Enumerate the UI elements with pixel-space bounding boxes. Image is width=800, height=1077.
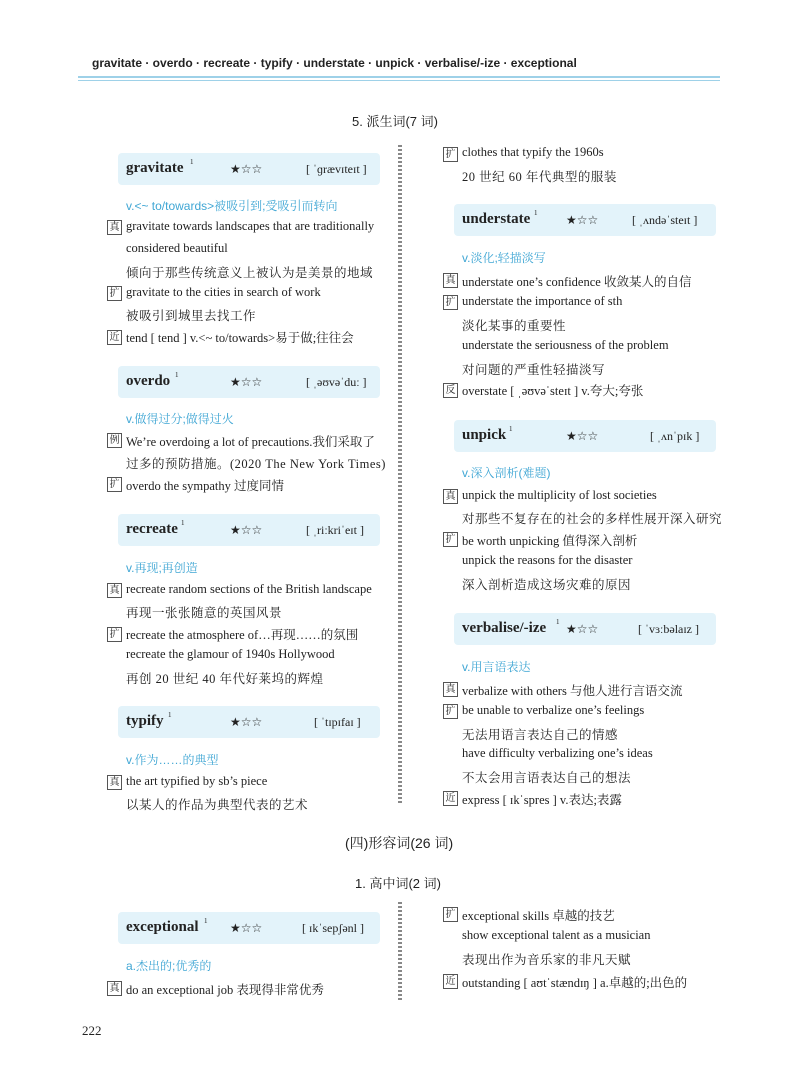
mark-zhen: 真: [107, 220, 122, 235]
mark-kuo: 扩: [443, 907, 458, 922]
definition: v.再现;再创造: [126, 561, 198, 575]
section-title-derived: 5. 派生词(7 词): [352, 114, 438, 129]
definition: v.用言语表达: [462, 660, 531, 674]
definition: v.深入剖析(难题): [462, 466, 551, 480]
entry-unpick: unpick 1 ★☆☆ [ ˌʌnˈpɪk ]: [454, 420, 716, 452]
phonetic: [ ˌʌndəˈsteɪt ]: [632, 213, 698, 227]
example: show exceptional talent as a musician: [462, 928, 651, 942]
synonym: tend [ tend ] v.<~ to/towards>易于做;往往会: [126, 331, 354, 345]
entry-exceptional: exceptional 1 ★☆☆ [ ɪkˈsepʃənl ]: [118, 912, 380, 944]
translation: 过多的预防措施。(2020 The New York Times): [126, 457, 386, 471]
mark-zhen: 真: [443, 273, 458, 288]
mark-jin: 近: [107, 330, 122, 345]
rating-stars: ★☆☆: [566, 622, 599, 636]
translation: 20 世纪 60 年代典型的服装: [462, 170, 617, 184]
entry-gravitate: gravitate 1 ★☆☆ [ ˈɡrævɪteɪt ]: [118, 153, 380, 185]
example: gravitate to the cities in search of work: [126, 285, 321, 299]
entry-verbalise: verbalise/-ize 1 ★☆☆ [ ˈvɜːbəlaɪz ]: [454, 613, 716, 645]
translation: 对问题的严重性轻描淡写: [462, 363, 606, 377]
example: recreate random sections of the British landscape: [126, 582, 372, 596]
example: unpick the reasons for the disaster: [462, 553, 633, 567]
mark-li: 例: [107, 433, 122, 448]
headword: recreate: [126, 521, 178, 537]
headword: understate: [462, 211, 531, 227]
mark-zhen: 真: [107, 981, 122, 996]
headword: typify: [126, 713, 164, 729]
mark-zhen: 真: [107, 775, 122, 790]
translation: 不太会用言语表达自己的想法: [462, 771, 632, 785]
example: do an exceptional job 表现得非常优秀: [126, 983, 324, 997]
example: be worth unpicking 值得深入剖析: [462, 534, 638, 548]
translation: 淡化某事的重要性: [462, 319, 567, 333]
mark-kuo: 扩: [443, 532, 458, 547]
example: recreate the glamour of 1940s Hollywood: [126, 647, 335, 661]
mark-kuo: 扩: [107, 477, 122, 492]
mark-kuo: 扩: [443, 147, 458, 162]
phonetic: [ ɪkˈsepʃənl ]: [302, 921, 364, 935]
header-rule: [78, 76, 720, 78]
rating-stars: ★☆☆: [230, 715, 263, 729]
translation: 再创 20 世纪 40 年代好莱坞的辉煌: [126, 672, 324, 686]
translation: 以某人的作品为典型代表的艺术: [126, 798, 309, 812]
example: the art typified by sb’s piece: [126, 774, 268, 788]
mark-zhen: 真: [443, 682, 458, 697]
translation: 表现出作为音乐家的非凡天赋: [462, 953, 632, 967]
section-title-highschool: 1. 高中词(2 词): [355, 876, 441, 891]
mark-kuo: 扩: [107, 286, 122, 301]
headword: exceptional: [126, 919, 199, 935]
headword: overdo: [126, 373, 171, 389]
mark-jin: 近: [443, 791, 458, 806]
example: understate the seriousness of the problem: [462, 338, 669, 352]
rating-stars: ★☆☆: [230, 921, 263, 935]
antonym: overstate [ ˌəʊvəˈsteɪt ] v.夸大;夸张: [462, 384, 644, 398]
phonetic: [ ˈtɪpɪfaɪ ]: [314, 715, 361, 729]
header-rule-thin: [78, 80, 720, 81]
rating-stars: ★☆☆: [230, 162, 263, 176]
example: overdo the sympathy 过度同情: [126, 479, 284, 493]
mark-kuo: 扩: [443, 295, 458, 310]
example: We’re overdoing a lot of precautions.我们采取了: [126, 435, 375, 449]
rating-stars: ★☆☆: [566, 213, 599, 227]
section-title-adjectives: (四)形容词(26 词): [345, 835, 454, 851]
page-number: 222: [82, 1023, 102, 1038]
translation: 深入剖析造成这场灾难的原因: [462, 578, 632, 592]
headword: verbalise/-ize: [462, 620, 547, 636]
example: considered beautiful: [126, 241, 228, 255]
entry-typify: typify 1 ★☆☆ [ ˈtɪpɪfaɪ ]: [118, 706, 380, 738]
headword: unpick: [462, 427, 507, 443]
mark-kuo: 扩: [443, 704, 458, 719]
translation: 倾向于那些传统意义上被认为是美景的地域: [126, 266, 374, 280]
phonetic: [ ˌəʊvəˈduː ]: [306, 375, 367, 389]
example: clothes that typify the 1960s: [462, 145, 604, 159]
definition: v.做得过分;做得过火: [126, 412, 234, 426]
example: verbalize with others 与他人进行言语交流: [462, 684, 683, 698]
example: exceptional skills 卓越的技艺: [462, 909, 615, 923]
mark-zhen: 真: [443, 489, 458, 504]
column-divider-2: [398, 902, 402, 1002]
entry-understate: understate 1 ★☆☆ [ ˌʌndəˈsteɪt ]: [454, 204, 716, 236]
example: have difficulty verbalizing one’s ideas: [462, 746, 653, 760]
entry-overdo: overdo 1 ★☆☆ [ ˌəʊvəˈduː ]: [118, 366, 380, 398]
entry-recreate: recreate 1 ★☆☆ [ ˌriːkriˈeɪt ]: [118, 514, 380, 546]
translation: 对那些不复存在的社会的多样性展开深入研究: [462, 512, 723, 526]
mark-zhen: 真: [107, 583, 122, 598]
mark-jin: 近: [443, 974, 458, 989]
definition: v.<~ to/towards>被吸引到;受吸引而转向: [126, 199, 338, 213]
example: gravitate towards landscapes that are traditionally: [126, 219, 375, 233]
definition: a.杰出的;优秀的: [126, 959, 212, 973]
mark-fan: 反: [443, 383, 458, 398]
example: understate one’s confidence 收敛某人的自信: [462, 275, 692, 289]
definition: v.淡化;轻描淡写: [462, 251, 546, 265]
example: unpick the multiplicity of lost societies: [462, 488, 657, 502]
running-header: gravitate · overdo · recreate · typify · understate · unpick · verbalise/-ize · exceptional: [92, 56, 577, 70]
mark-kuo: 扩: [107, 627, 122, 642]
synonym: outstanding [ aʊtˈstændɪŋ ] a.卓越的;出色的: [462, 976, 688, 990]
rating-stars: ★☆☆: [230, 523, 263, 537]
rating-stars: ★☆☆: [230, 375, 263, 389]
column-divider: [398, 145, 402, 805]
rating-stars: ★☆☆: [566, 429, 599, 443]
phonetic: [ ˈvɜːbəlaɪz ]: [638, 622, 700, 636]
phonetic: [ ˌriːkriˈeɪt ]: [306, 523, 364, 537]
definition: v.作为……的典型: [126, 753, 219, 767]
example: be unable to verbalize one’s feelings: [462, 703, 645, 717]
phonetic: [ ˌʌnˈpɪk ]: [650, 429, 700, 443]
translation: 无法用语言表达自己的情感: [462, 728, 619, 742]
example: understate the importance of sth: [462, 294, 623, 308]
translation: 再现一张张随意的英国风景: [126, 606, 283, 620]
headword: gravitate: [126, 160, 184, 176]
translation: 被吸引到城里去找工作: [126, 309, 257, 323]
phonetic: [ ˈɡrævɪteɪt ]: [306, 162, 367, 176]
synonym: express [ ɪkˈspres ] v.表达;表露: [462, 793, 622, 807]
example: recreate the atmosphere of…再现……的氛围: [126, 628, 359, 642]
